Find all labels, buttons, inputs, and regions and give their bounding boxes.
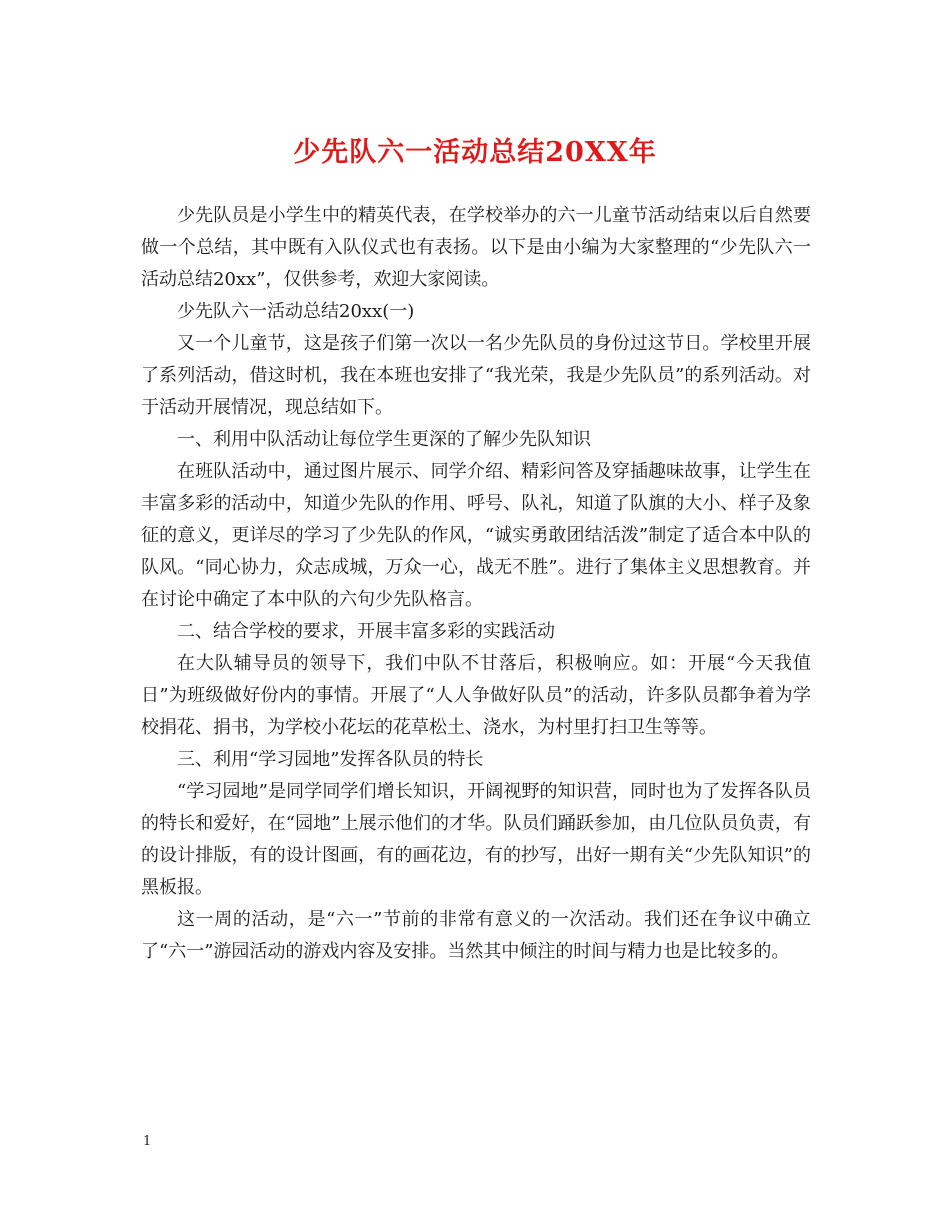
document-body: [141, 200, 811, 968]
paragraph-subtitle: 少先队六一活动总结20xx(一): [177, 301, 415, 322]
document-title: 少先队六一活动总结20XX年: [293, 137, 657, 168]
paragraph-section-2: 在大队辅导员的领导下，我们中队不甘落后，积极响应。如：开展“今天我值日”为班级做好份内的事情。开展了“人人争做好队员”的活动，许多队员都争着为学校捐花、捐书，为学校小花坛的花草松土、浇水，为村里打扫卫生等等。: [141, 653, 811, 738]
paragraph-intro: 少先队员是小学生中的精英代表，在学校举办的六一儿童节活动结束以后自然要做一个总结，其中既有入队仪式也有表扬。以下是由小编为大家整理的“少先队六一活动总结20xx”，仅供参考，欢迎大家阅读。: [141, 205, 811, 290]
page-number: 1: [143, 1134, 152, 1149]
section-heading-2: 二、结合学校的要求，开展丰富多彩的实践活动: [177, 621, 555, 642]
paragraph-section-3: “学习园地”是同学同学们增长知识，开阔视野的知识营，同时也为了发挥各队员的特长和爱好，在“园地”上展示他们的才华。队员们踊跃参加，由几位队员负责，有的设计排版，有的设计图画，有的画花边，有的抄写，出好一期有关“少先队知识”的黑板报。: [141, 781, 811, 898]
paragraph-section-1: 在班队活动中，通过图片展示、同学介绍、精彩问答及穿插趣味故事，让学生在丰富多彩的活动中，知道少先队的作用、呼号、队礼，知道了队旗的大小、样子及象征的意义，更详尽的学习了少先队的作风，“诚实勇敢团结活泼”制定了适合本中队的队风。“同心协力，众志成城，万众一心，战无不胜”。进行了集体主义思想教育。并在讨论中确定了本中队的六句少先队格言。: [141, 461, 811, 610]
section-heading-3: 三、利用“学习园地”发挥各队员的特长: [177, 749, 484, 770]
paragraph-closing: 这一周的活动，是“六一”节前的非常有意义的一次活动。我们还在争议中确立了“六一”游园活动的游戏内容及安排。当然其中倾注的时间与精力也是比较多的。: [141, 909, 811, 962]
section-heading-1: 一、利用中队活动让每位学生更深的了解少先队知识: [177, 429, 591, 450]
paragraph-opening: 又一个儿童节，这是孩子们第一次以一名少先队员的身份过这节日。学校里开展了系列活动，借这时机，我在本班也安排了“我光荣，我是少先队员”的系列活动。对于活动开展情况，现总结如下。: [141, 333, 811, 418]
